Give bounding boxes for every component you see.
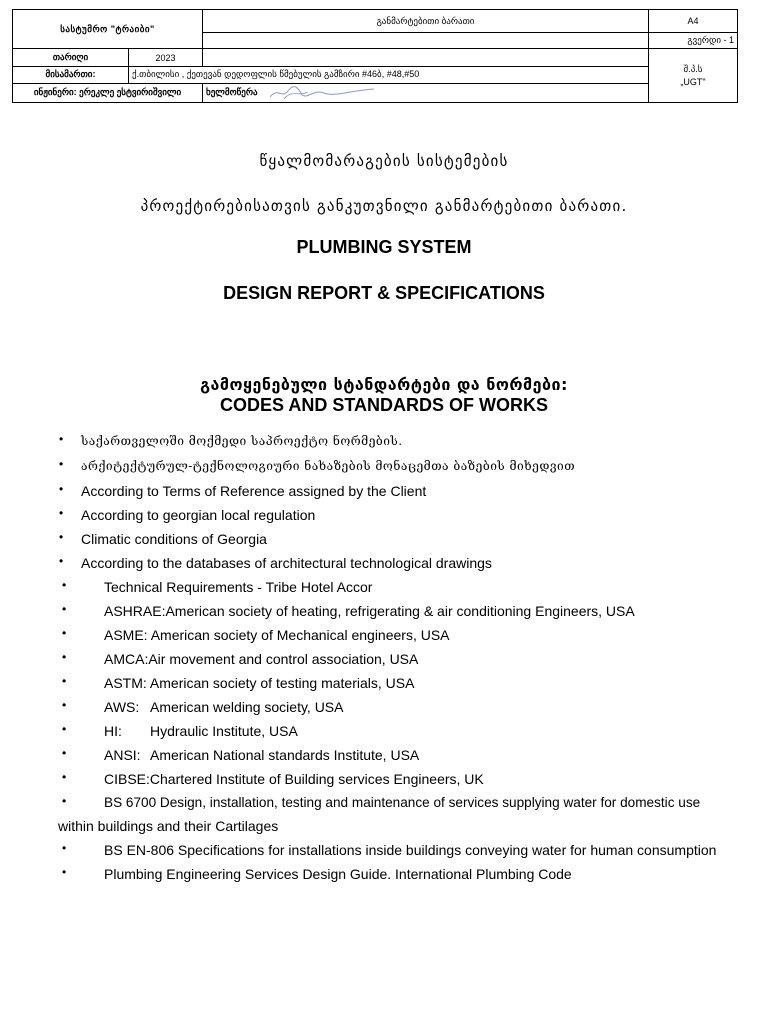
standard-abbr: HI: <box>104 723 122 739</box>
bullet-icon: • <box>62 722 67 736</box>
bullet-icon: • <box>59 482 64 496</box>
bullet-icon: • <box>62 770 67 784</box>
standard-desc: Hydraulic Institute, USA <box>150 723 298 739</box>
bullet-icon: • <box>62 865 67 879</box>
bullet-icon: • <box>62 746 67 760</box>
bullet-icon: • <box>62 602 67 616</box>
standard-desc: American National standards Institute, USA <box>150 747 420 763</box>
list-item: Climatic conditions of Georgia <box>81 531 267 547</box>
empty-cell <box>203 33 649 49</box>
signature-cell <box>203 83 649 102</box>
list-item <box>104 771 484 787</box>
standard-abbr: ASTM: <box>104 675 147 691</box>
list-item <box>104 747 419 763</box>
bullet-icon: • <box>62 578 67 592</box>
list-item: Technical Requirements - Tribe Hotel Accor <box>104 579 373 595</box>
standard-abbr: CIBSE: <box>104 771 150 787</box>
list-item <box>104 651 418 667</box>
bullet-icon: • <box>59 506 64 520</box>
list-item <box>104 699 343 715</box>
standard-desc: American society of heating, refrigerating & air conditioning Engineers, USA <box>165 603 635 619</box>
list-item: According to Terms of Reference assigned by the Client <box>81 483 427 499</box>
standard-desc: American society of testing materials, USA <box>149 675 415 691</box>
list-item <box>104 627 450 643</box>
list-item: According to georgian local regulation <box>81 507 316 523</box>
engineer-label: ინჟინერი: ერეკლე ესტვირიშვილი <box>13 83 203 102</box>
bullet-icon: • <box>62 698 67 712</box>
bullet-icon: • <box>59 554 64 568</box>
standard-desc: Air movement and control association, USA <box>148 651 419 667</box>
page-number: გვერდი - 1 <box>649 33 738 49</box>
standard-abbr: AWS: <box>104 699 140 715</box>
list-item: According to the databases of architectural technological drawings <box>81 555 492 571</box>
bullet-icon: • <box>59 457 64 471</box>
signature-image <box>268 85 378 101</box>
standard-desc: American welding society, USA <box>150 699 344 715</box>
list-item <box>104 723 298 739</box>
bullet-icon: • <box>59 530 64 544</box>
company-cell <box>649 49 738 103</box>
title-ka-line2: პროექტირებისათვის განკუთვნილი განმარტებითი ბარათი. <box>140 197 628 215</box>
list-item: Plumbing Engineering Services Design Guide. International Plumbing Code <box>104 866 572 882</box>
format-cell: A4 <box>649 10 738 33</box>
company-line1: შ.პ.ს <box>683 63 703 74</box>
bullet-icon: • <box>59 432 64 446</box>
date-label: თარიღი <box>13 49 129 66</box>
address-value: ქ.თბილისი , ქეთევან დედოფლის წმებულის გამზირი #46ბ, #48,#50 <box>129 66 649 83</box>
standard-desc: Chartered Institute of Building services Engineers, UK <box>149 771 484 787</box>
list-item: BS EN-806 Specifications for installations inside buildings conveying water for human consumption <box>104 842 717 858</box>
title-en-line1: PLUMBING SYSTEM <box>296 237 472 257</box>
bullet-icon: • <box>62 794 67 808</box>
doc-type: განმარტებითი ბარათი <box>203 10 649 33</box>
title-ka-line1: წყალმომარაგების სისტემების <box>259 152 509 170</box>
list-item-continuation: within buildings and their Cartilages <box>58 818 279 834</box>
bullet-icon: • <box>62 841 67 855</box>
list-item: BS 6700 Design, installation, testing and maintenance of services supplying water for domestic use <box>104 795 701 810</box>
address-label: მისამართი: <box>13 66 129 83</box>
hotel-name: სასტუმრო "ტრაიბი" <box>13 10 203 49</box>
codes-title-ka: გამოყენებული სტანდარტები და ნორმები: <box>200 375 568 394</box>
standard-abbr: ASHRAE: <box>104 603 166 619</box>
list-item: საქართველოში მოქმედი საპროექტო ნორმების. <box>81 434 403 448</box>
list-item <box>104 675 414 691</box>
company-line2: „UGT" <box>680 76 706 87</box>
standard-desc: American society of Mechanical engineers, USA <box>150 627 450 643</box>
title-en-line2: DESIGN REPORT & SPECIFICATIONS <box>223 283 545 303</box>
list-item: არქიტექტურულ-ტექნოლოგიური ნახაზების მონაცემთა ბაზების მიხედვით <box>81 459 576 473</box>
bullet-icon: • <box>62 674 67 688</box>
header-table <box>12 9 738 103</box>
list-item <box>104 603 635 619</box>
standard-abbr: ANSI: <box>104 747 141 763</box>
codes-title-en: CODES AND STANDARDS OF WORKS <box>220 395 548 415</box>
bullet-icon: • <box>62 650 67 664</box>
bullet-icon: • <box>62 626 67 640</box>
empty-cell <box>203 49 649 66</box>
date-value: 2023 <box>129 49 203 66</box>
standard-abbr: AMCA: <box>104 651 149 667</box>
signature-label: ხელმოწერა <box>206 87 258 98</box>
standard-abbr: ASME: <box>104 627 148 643</box>
